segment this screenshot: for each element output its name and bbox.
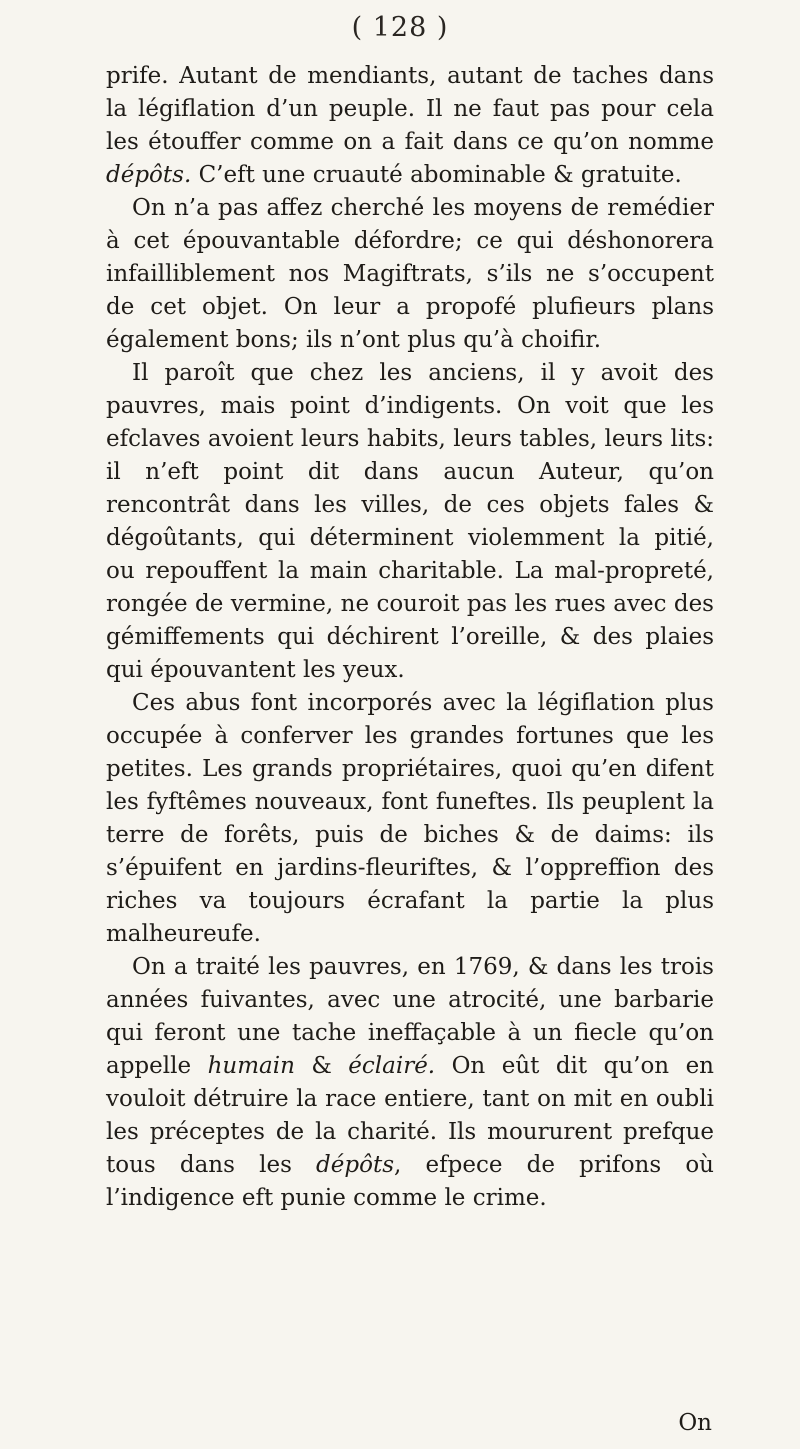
- catchword: On: [678, 1410, 712, 1436]
- text-run: Il paroît que chez les anciens, il y avoit des pauvres, mais point d’indigents. On voit que les efclaves avoient leurs habits, leurs tables, leurs lits: il n’eft point dit dans aucun Auteur, qu’on rencontrât dans les villes, de ces objets fales & dégoûtants, qui déterminent violemment la pitié, ou repouffent la main charitable. La mal-propreté, rongée de vermine, ne couroit pas les rues avec des gémiffements qui déchirent l’oreille, & des plaies qui épouvantent les yeux.: [106, 360, 714, 683]
- paragraph: [106, 192, 714, 357]
- paragraph: [106, 60, 714, 192]
- text-run: prife. Autant de mendiants, autant de taches dans la légiflation d’un peuple. Il ne faut pas pour cela les étouffer comme on a fait dans ce qu’on nomme: [106, 63, 714, 155]
- italic-text: éclairé.: [348, 1053, 436, 1079]
- page-number: ( 128 ): [351, 12, 449, 43]
- paragraph: [106, 687, 714, 951]
- text-run: Ces abus font incorporés avec la légiflation plus occupée à conferver les grandes fortunes que les petites. Les grands propriétaires, quoi qu’en difent les fyftêmes nouveaux, font funeftes. Ils peuplent la terre de forêts, puis de biches & de daims: ils s’épuifent en jardins-fleuriftes, & l’oppreffion des riches va toujours écrafant la partie la plus malheureufe.: [106, 690, 714, 947]
- text-run: On eût dit qu’on en vouloit détruire la race entiere, tant on mit en oubli les préceptes de la charité. Ils moururent prefque tous dans les: [106, 1053, 714, 1178]
- text-run: &: [294, 1053, 349, 1079]
- text-run: C’eft une cruauté abominable & gratuite.: [191, 162, 682, 188]
- page-body-text: [106, 60, 714, 1215]
- italic-text: humain: [207, 1053, 295, 1079]
- text-run: On a traité les pauvres, en 1769, & dans les trois années fuivantes, avec une atrocité, une barbarie qui feront une tache ineffaçable à un fiecle qu’on appelle: [106, 954, 714, 1079]
- paragraph: [106, 951, 714, 1215]
- text-run: , efpece de prifons où l’indigence eft punie comme le crime.: [106, 1152, 714, 1211]
- italic-text: dépôts.: [106, 162, 192, 188]
- italic-text: dépôts: [316, 1152, 394, 1178]
- text-run: On n’a pas affez cherché les moyens de remédier à cet épouvantable défordre; ce qui déshonorera infailliblement nos Magiftrats, s’ils ne s’occupent de cet objet. On leur a propofé plufieurs plans également bons; ils n’ont plus qu’à choifir.: [106, 195, 714, 353]
- paragraph: [106, 357, 714, 687]
